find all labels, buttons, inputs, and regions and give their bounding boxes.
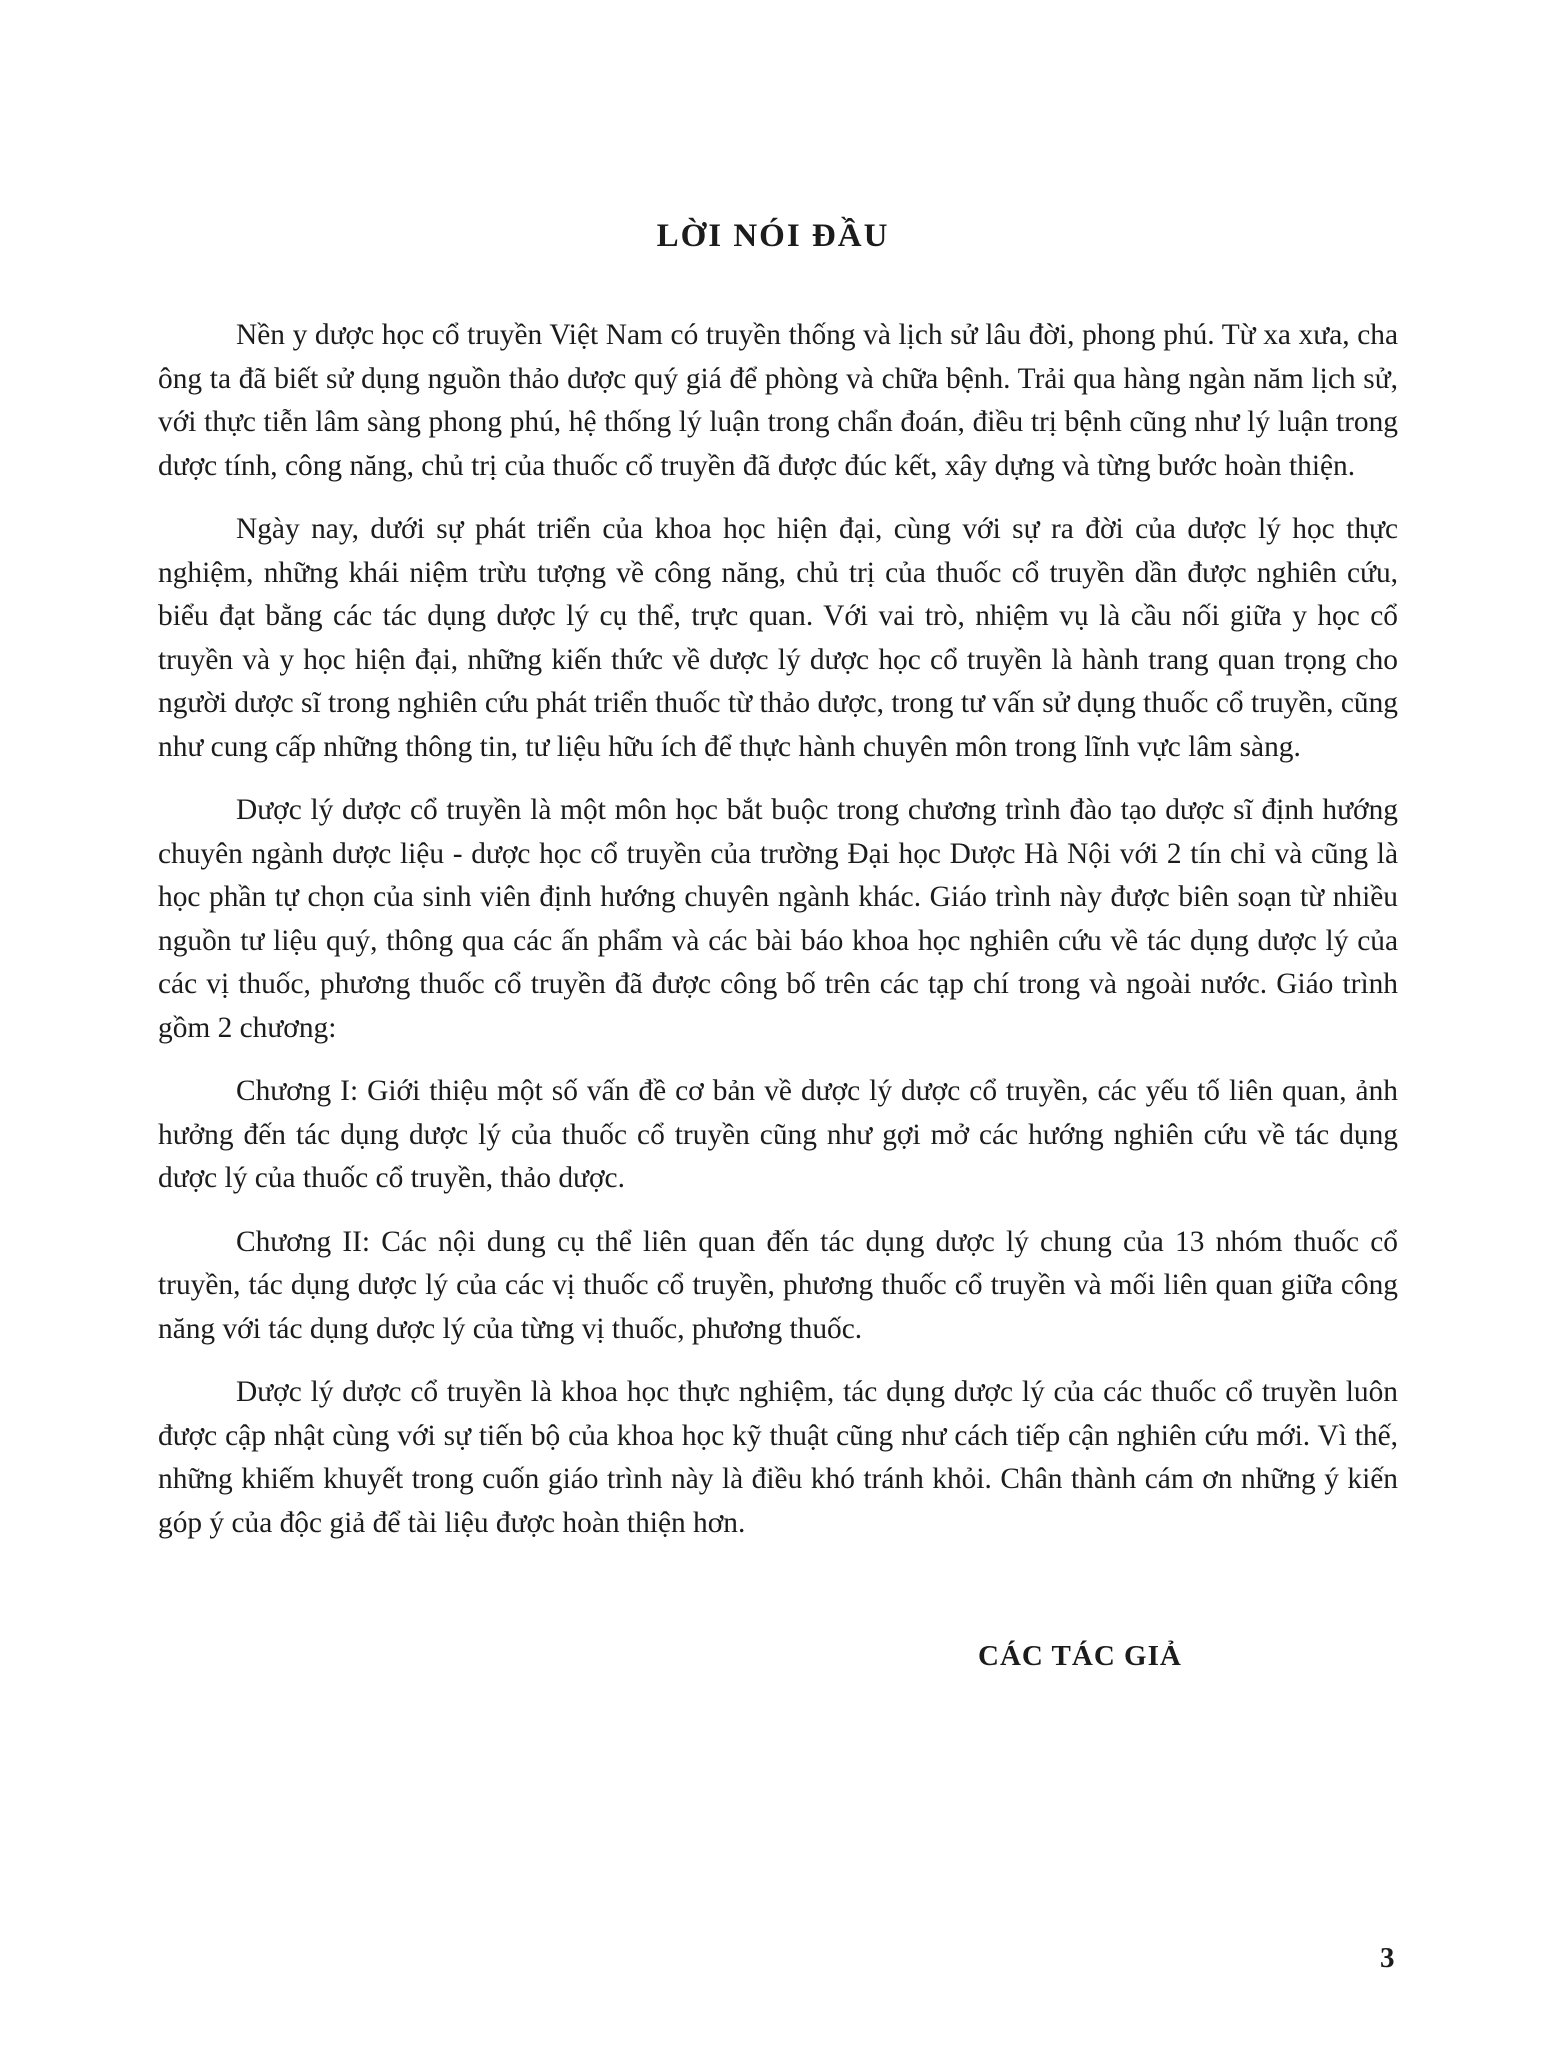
body-text [158, 314, 1398, 1565]
paragraph-course-description: Dược lý dược cổ truyền là một môn học bắt buộc trong chương trình đào tạo dược sĩ định hướng chuyên ngành dược liệu - dược học cổ truyền của trường Đại học Dược Hà Nội với 2 tín chỉ và cũng là học phần tự chọn của sinh viên định hướng chuyên ngành khác. Giáo trình này được biên soạn từ nhiều nguồn tư liệu quý, thông qua các ấn phẩm và các bài báo khoa học nghiên cứu về tác dụng dược lý của các vị thuốc, phương thuốc cổ truyền đã được công bố trên các tạp chí trong và ngoài nước. Giáo trình gồm 2 chương: [158, 794, 1398, 1044]
page-number: 3 [1380, 1942, 1395, 1974]
paragraph-chapter-1: Chương I: Giới thiệu một số vấn đề cơ bản về dược lý dược cổ truyền, các yếu tố liên quan, ảnh hưởng đến tác dụng dược lý của thuốc cổ truyền cũng như gợi mở các hướng nghiên cứu về tác dụng dược lý của thuốc cổ truyền, thảo dược. [158, 1075, 1398, 1194]
page-title: LỜI NÓI ĐẦU [656, 218, 890, 254]
paragraph-chapter-2: Chương II: Các nội dung cụ thể liên quan đến tác dụng dược lý chung của 13 nhóm thuốc cổ truyền, tác dụng dược lý của các vị thuốc cổ truyền, phương thuốc cổ truyền và mối liên quan giữa công năng với tác dụng dược lý của từng vị thuốc, phương thuốc. [158, 1225, 1398, 1345]
paragraph-modern-science: Ngày nay, dưới sự phát triển của khoa học hiện đại, cùng với sự ra đời của dược lý học thực nghiệm, những khái niệm trừu tượng về công năng, chủ trị của thuốc cổ truyền dần được nghiên cứu, biểu đạt bằng các tác dụng dược lý cụ thể, trực quan. Với vai trò, nhiệm vụ là cầu nối giữa y học cổ truyền và y học hiện đại, những kiến thức về dược lý dược học cổ truyền là hành trang quan trọng cho người dược sĩ trong nghiên cứu phát triển thuốc từ thảo dược, trong tư vấn sử dụng thuốc cổ truyền, cũng như cung cấp những thông tin, tư liệu hữu ích để thực hành chuyên môn trong lĩnh vực lâm sàng. [158, 513, 1398, 763]
paragraph-closing: Dược lý dược cổ truyền là khoa học thực nghiệm, tác dụng dược lý của các thuốc cổ truyền luôn được cập nhật cùng với sự tiến bộ của khoa học kỹ thuật cũng như cách tiếp cận nghiên cứu mới. Vì thế, những khiếm khuyết trong cuốn giáo trình này là điều khó tránh khỏi. Chân thành cám ơn những ý kiến góp ý của độc giả để tài liệu được hoàn thiện hơn. [158, 1376, 1398, 1539]
paragraph-intro: Nền y dược học cổ truyền Việt Nam có truyền thống và lịch sử lâu đời, phong phú. Từ xa xưa, cha ông ta đã biết sử dụng nguồn thảo dược quý giá để phòng và chữa bệnh. Trải qua hàng ngàn năm lịch sử, với thực tiễn lâm sàng phong phú, hệ thống lý luận trong chẩn đoán, điều trị bệnh cũng như lý luận trong dược tính, công năng, chủ trị của thuốc cổ truyền đã được đúc kết, xây dựng và từng bước hoàn thiện. [158, 319, 1398, 482]
authors-signature: CÁC TÁC GIẢ [978, 1640, 1182, 1672]
